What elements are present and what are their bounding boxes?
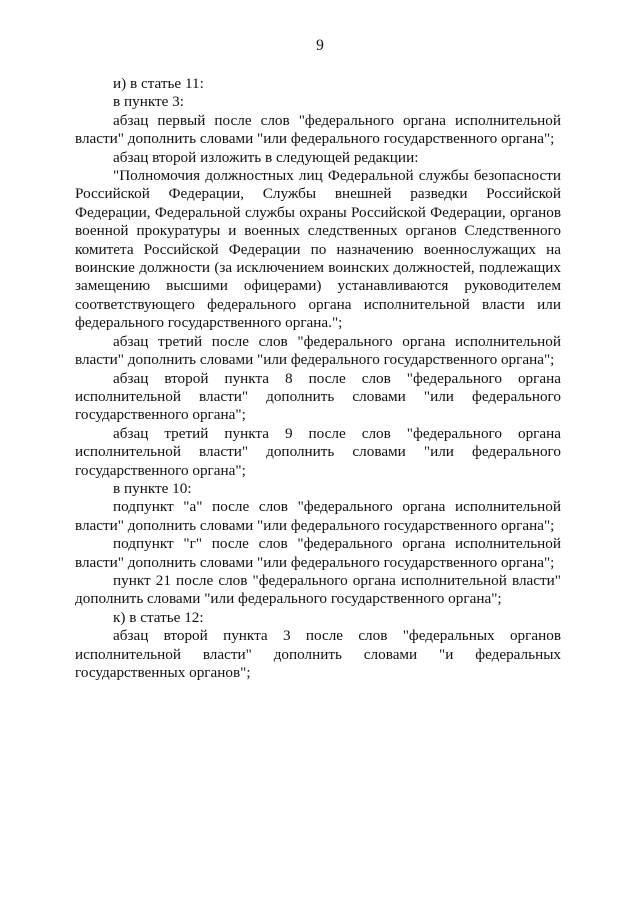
paragraph-point-3: в пункте 3: (113, 93, 184, 111)
paragraph-amendment: абзац второй изложить в следующей редакции: (113, 148, 419, 166)
paragraph-amendment: абзац второй пункта 3 после слов "федеральных органов исполнительной власти" дополнить словами "и федеральных государственных органов"; (75, 627, 561, 681)
page-number: 9 (316, 37, 324, 54)
paragraph-point-10: в пункте 10: (113, 479, 192, 497)
paragraph-item-i: и) в статье 11: (113, 75, 204, 92)
paragraph-quoted-text: "Полномочия должностных лиц Федеральной службы безопасности Российской Федерации, Службы внешней разведки Российской Федерации, Федеральной службы охраны Российской Федерации, органов военной прокуратуры и военных следственных органов Следственного комитета Российской Федерации по назначению военнослужащих на воинские должности (за исключением воинских должностей, подлежащих замещению высшими офицерами) устанавливаются руководителем соответствующего федерального органа исполнительной власти или федерального государственного органа."; (75, 167, 561, 332)
paragraph-amendment: пункт 21 после слов "федерального органа исполнительной власти" дополнить словами "или федерального государственного органа"; (75, 571, 561, 608)
paragraph-amendment: абзац второй пункта 8 после слов "федерального органа исполнительной власти" дополнить словами "или федерального государственного органа"; (75, 369, 561, 424)
document-body (75, 75, 561, 682)
paragraph-item-k: к) в статье 12: (113, 608, 204, 626)
paragraph-amendment: абзац первый после слов "федерального органа исполнительной власти" дополнить словами "или федерального государственного органа"; (75, 111, 561, 148)
paragraph-amendment: подпункт "г" после слов "федерального органа исполнительной власти" дополнить словами "или федерального государственного органа"; (75, 535, 561, 571)
paragraph-amendment: подпункт "а" после слов "федерального органа исполнительной власти" дополнить словами "или федерального государственного органа"; (75, 498, 561, 534)
paragraph-amendment: абзац третий после слов "федерального органа исполнительной власти" дополнить словами "или федерального государственного органа"; (75, 332, 561, 369)
paragraph-amendment: абзац третий пункта 9 после слов "федерального органа исполнительной власти" дополнить словами "или федерального государственного органа"; (75, 424, 561, 479)
